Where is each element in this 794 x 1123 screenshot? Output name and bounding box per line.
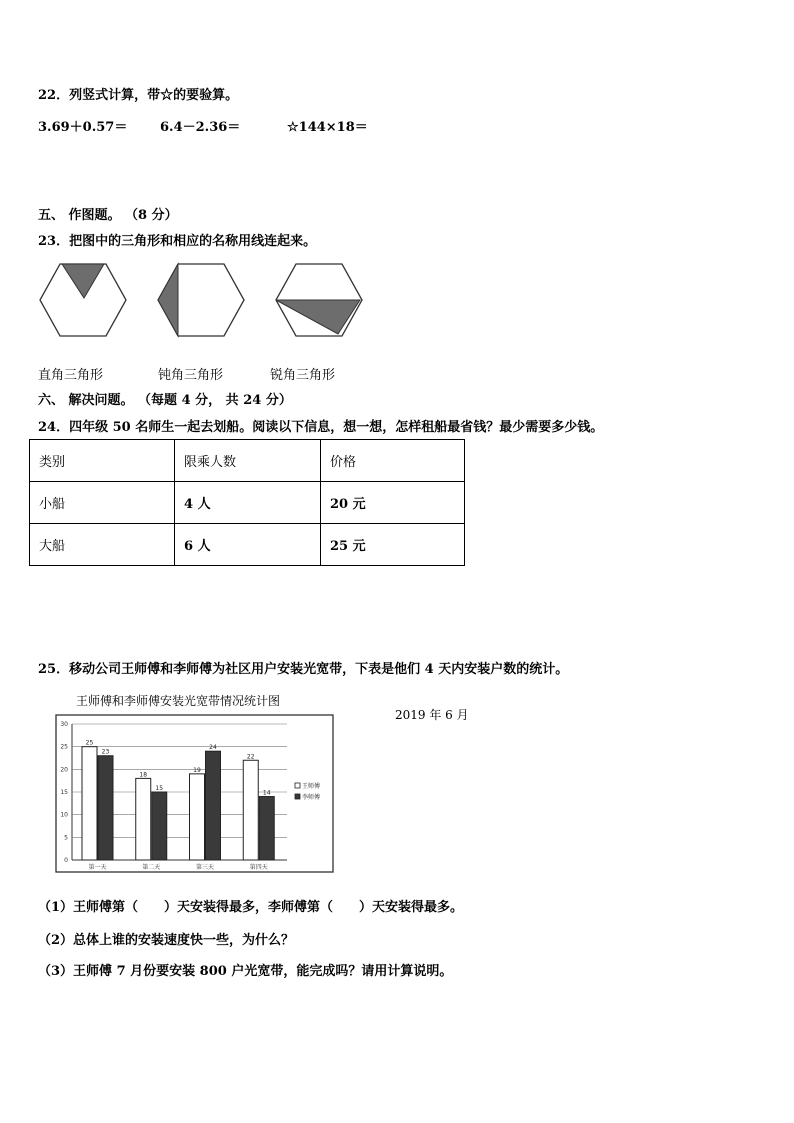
data-label: 22: [246, 753, 255, 761]
x-tick-label: 第一天: [88, 864, 107, 871]
calc-3: ☆144×18＝: [287, 120, 368, 135]
table-header-cell: 限乘人数: [175, 440, 321, 482]
bar: [82, 747, 97, 860]
x-tick-label: 第二天: [142, 864, 161, 871]
table-cell: 小船: [30, 482, 175, 524]
data-label: 24: [209, 744, 217, 752]
table-cell: 20 元: [321, 482, 465, 524]
legend-label: 李师傅: [302, 794, 321, 801]
q25-title: 25．移动公司王师傅和李师傅为社区用户安装光宽带，下表是他们 4 天内安装户数的统计。: [38, 662, 569, 677]
bar: [243, 760, 258, 860]
data-label: 25: [85, 739, 94, 747]
y-tick-label: 25: [60, 743, 68, 751]
table-header-cell: 类别: [30, 440, 175, 482]
label-acute-triangle: 锐角三角形: [270, 368, 336, 383]
table-cell: 6 人: [175, 524, 321, 566]
table-cell: 大船: [30, 524, 175, 566]
y-tick-label: 5: [64, 834, 68, 842]
chart-date: 2019 年 6 月: [395, 708, 469, 722]
table-row: [30, 524, 465, 566]
legend-label: 王师傅: [302, 783, 321, 790]
y-tick-label: 30: [60, 721, 68, 728]
data-label: 18: [139, 771, 148, 779]
data-label: 23: [101, 748, 110, 756]
boat-table: [29, 439, 465, 566]
label-obtuse-triangle: 钝角三角形: [158, 368, 224, 383]
q25-sub2: （2）总体上谁的安装速度快一些，为什么？: [38, 933, 295, 948]
section-6-heading: 六、 解决问题。 （每题 4 分， 共 24 分）: [38, 393, 292, 408]
y-tick-label: 15: [60, 789, 68, 796]
q24-title: 24．四年级 50 名师生一起去划船。阅读以下信息，想一想，怎样租船最省钱？最少需要多少钱。: [38, 420, 604, 435]
hexagon-figure-3: [274, 262, 364, 340]
table-row: [30, 440, 465, 482]
q22-title: 22．列竖式计算，带☆的要验算。: [38, 88, 239, 103]
table-cell: 25 元: [321, 524, 465, 566]
hexagon-figure-1: [38, 262, 128, 340]
legend-swatch: [295, 794, 300, 799]
data-label: 19: [193, 766, 201, 774]
section-5-heading: 五、 作图题。 （8 分）: [38, 208, 178, 223]
y-tick-label: 10: [60, 811, 68, 819]
chart-title: 王师傅和李师傅安装光宽带情况统计图: [76, 694, 281, 708]
q25-sub1: （1）王师傅第（ ）天安装得最多，李师傅第（ ）天安装得最多。: [38, 900, 464, 915]
table-header-cell: 价格: [321, 440, 465, 482]
bar: [136, 778, 151, 860]
bar: [98, 756, 113, 860]
legend-swatch: [295, 783, 300, 788]
q25-sub3: （3）王师傅 7 月份要安装 800 户光宽带，能完成吗？请用计算说明。: [38, 964, 453, 979]
table-cell: 4 人: [175, 482, 321, 524]
x-tick-label: 第四天: [249, 864, 268, 871]
table-row: [30, 482, 465, 524]
bar-chart: [55, 714, 335, 874]
y-tick-label: 20: [60, 766, 68, 774]
y-tick-label: 0: [64, 857, 68, 864]
data-label: 14: [262, 789, 271, 797]
bar: [152, 792, 167, 860]
bar: [206, 751, 221, 860]
bar: [259, 797, 274, 860]
x-tick-label: 第三天: [195, 864, 215, 871]
q23-title: 23．把图中的三角形和相应的名称用线连起来。: [38, 234, 317, 249]
hexagon-figure-2: [156, 262, 246, 340]
data-label: 15: [155, 785, 164, 792]
calc-1: 3.69＋0.57＝: [38, 120, 128, 135]
label-right-triangle: 直角三角形: [38, 368, 104, 383]
bar: [190, 774, 205, 860]
calc-2: 6.4－2.36＝: [160, 120, 241, 135]
